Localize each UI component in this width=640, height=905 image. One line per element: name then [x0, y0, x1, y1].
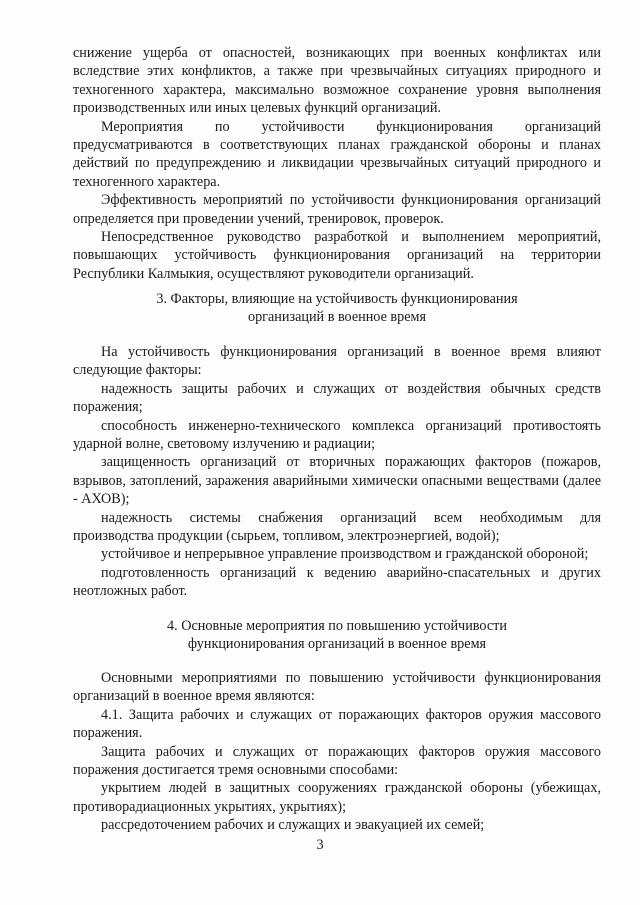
paragraph: Мероприятия по устойчивости функционирования организаций предусматриваются в соответствующих планах гражданской обороны и планах действий по предупреждению и ликвидации чрезвычайных ситуаций природного и техногенного характера. [73, 118, 601, 190]
paragraph: На устойчивость функционирования организаций в военное время влияют следующие факторы: [73, 344, 601, 379]
paragraph: снижение ущерба от опасностей, возникающих при военных конфликтах или вследствие этих конфликтов, а также при чрезвычайных ситуациях природного и техногенного характера, максимально возможное сохранение уровня выполнения производственных или иных целевых функций организаций. [73, 45, 601, 117]
page-number: 3 [316, 837, 324, 853]
section-heading-line: 3. Факторы, влияющие на устойчивость функционирования [156, 291, 518, 307]
list-item: защищенность организаций от вторичных поражающих факторов (пожаров, взрывов, затоплений, заражения аварийными химически опасными веществами (далее - АХОВ); [73, 454, 601, 508]
intro-text-block [73, 44, 601, 283]
paragraph: 4.1. Защита рабочих и служащих от поражающих факторов оружия массового поражения. [73, 706, 601, 742]
list-item: способность инженерно-технического комплекса организаций противостоять ударной волне, световому излучению и радиации; [73, 417, 601, 453]
section-heading-line: организаций в военное время [247, 309, 427, 326]
paragraph: Непосредственное руководство разработкой и выполнением мероприятий, повышающих устойчивость функционирования организаций на территории Республики Калмыкия, осуществляют руководители организаций. [73, 229, 601, 282]
list-item: надежность системы снабжения организаций всем необходимым для производства продукции (сырьем, топливом, электроэнергией, водой); [73, 509, 601, 545]
paragraph: Защита рабочих и служащих от поражающих факторов оружия массового поражения достигается тремя основными способами: [73, 743, 601, 779]
section-heading-line: функционирования организаций в военное время [187, 636, 487, 653]
list-item: укрытием людей в защитных сооружениях гражданской обороны (убежищах, противорадиационных укрытиях, укрытиях); [73, 780, 601, 815]
section-3-body [73, 343, 601, 601]
paragraph: Основными мероприятиями по повышению устойчивости функционирования организаций в военное время являются: [73, 670, 601, 705]
list-item: надежность защиты рабочих и служащих от воздействия обычных средств поражения; [73, 380, 601, 416]
list-item: подготовленность организаций к ведению аварийно-спасательных и других неотложных работ. [73, 564, 601, 600]
paragraph: Эффективность мероприятий по устойчивости функционирования организаций определяется при проведении учений, тренировок, проверок. [73, 192, 601, 227]
section-4-heading [73, 617, 601, 654]
section-heading-line: 4. Основные мероприятия по повышению устойчивости [167, 618, 507, 634]
section-3-heading [73, 290, 601, 327]
list-item: устойчивое и непрерывное управление производством и гражданской обороной; [101, 546, 589, 563]
list-item: рассредоточением рабочих и служащих и эвакуацией их семей; [101, 817, 485, 834]
section-4-body [73, 669, 601, 835]
